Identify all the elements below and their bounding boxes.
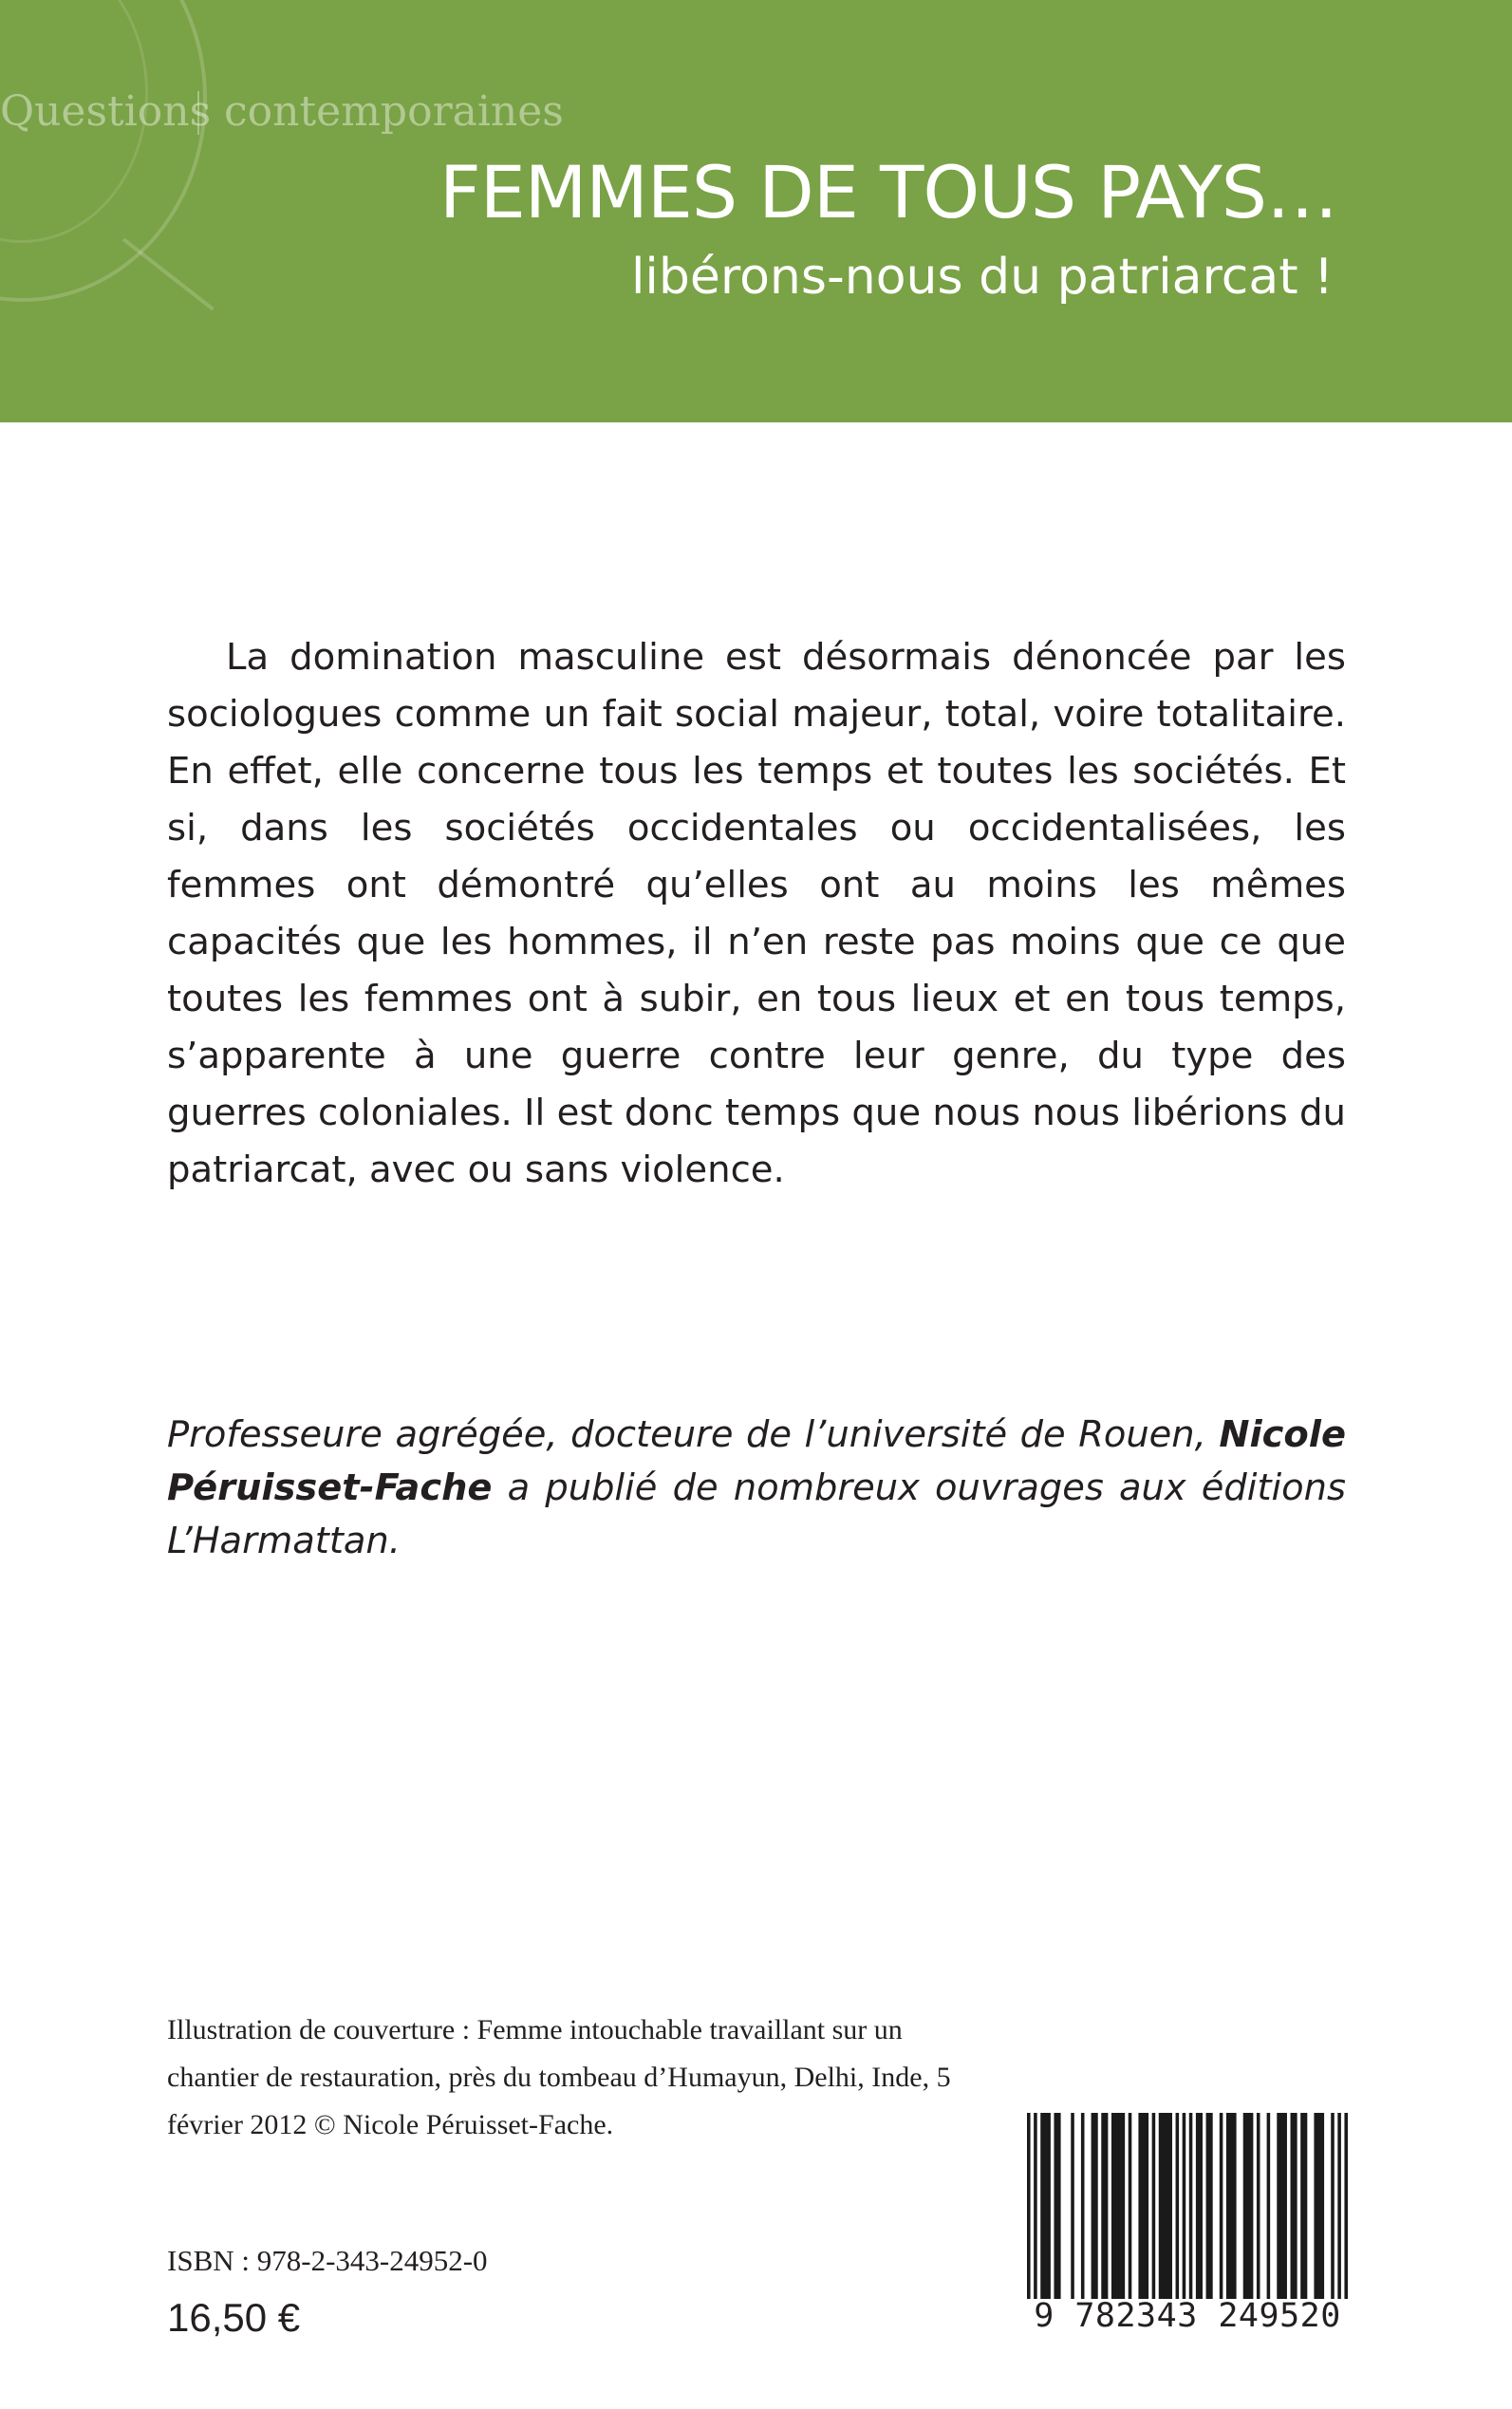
barcode-bar [1092,2113,1098,2299]
barcode-bar [1257,2113,1260,2299]
author-name: Nicole Péruisset-Fache [167,1413,1346,1509]
barcode-bar [1081,2113,1085,2299]
barcode-bar [1054,2113,1060,2299]
barcode-bar [1300,2113,1307,2299]
barcode-bar [1267,2113,1271,2299]
series-separator [197,91,199,135]
barcode-bar [1159,2113,1172,2299]
barcode-bar [1138,2113,1148,2299]
series-word-questions: Questions [0,87,212,136]
barcode-bar [1101,2113,1108,2299]
barcode-bar [1277,2113,1287,2299]
barcode-bar [1243,2113,1254,2299]
book-subtitle: libérons-nous du patriarcat ! [630,249,1334,306]
series-logo-tail [122,237,215,310]
barcode-bar [1152,2113,1156,2299]
barcode-bar [1129,2113,1132,2299]
barcode-bar [1040,2113,1051,2299]
barcode-bar [1331,2113,1335,2299]
header-band [0,0,1512,422]
barcode-bars [1027,2113,1348,2299]
author-bio-before: Professeure agrégée, docteure de l’université de Rouen, [167,1413,1220,1456]
author-bio-after: a publié de nombreux ouvrages aux éditions L’Harmattan. [167,1466,1346,1562]
cover-illustration-credit: Illustration de couverture : Femme intouchable travaillant sur un chantier de restauration, près du tombeau d’Humayun, Delhi, Inde, 5 février 2012 © Nicole Péruisset-Fache. [167,2014,951,2140]
barcode-bar [1291,2113,1297,2299]
price: 16,50 € [167,2295,301,2340]
barcode-bar [1189,2113,1193,2299]
barcode-bar [1111,2113,1125,2299]
barcode-bar [1034,2113,1037,2299]
barcode-bar [1337,2113,1341,2299]
back-cover-blurb: La domination masculine est désormais dénoncée par les sociologues comme un fait social majeur, total, voire totalitaire. En effet, elle concerne tous les temps et toutes les sociétés. Et si, dans les sociétés occidentales ou occidentalisées, les femmes ont démontré qu’elles ont au moins les mêmes capacités que les hommes, il n’en reste pas moins que ce que toutes les femmes ont à subir, en tous lieux et en tous temps, s’apparente à une guerre contre leur genre, du type des guerres coloniales. Il est donc temps que nous nous libérions du patriarcat, avec ou sans violence. [167,636,1346,1191]
barcode-bar [1206,2113,1213,2299]
barcode-bar [1220,2113,1223,2299]
book-title: FEMMES DE TOUS PAYS… [439,150,1337,234]
barcode-bar [1027,2113,1031,2299]
barcode-bar [1176,2113,1180,2299]
series-word-contemporaines: contemporaines [224,87,564,136]
barcode [1027,2113,1348,2299]
barcode-bar [1314,2113,1324,2299]
barcode-bar [1226,2113,1237,2299]
barcode-bar [1183,2113,1186,2299]
barcode-bar [1344,2113,1348,2299]
barcode-bar [1071,2113,1074,2299]
author-bio [167,1409,1346,1568]
barcode-bar [1196,2113,1203,2299]
isbn: ISBN : 978-2-343-24952-0 [167,2244,488,2277]
barcode-digits: 9 782343 249520 [1034,2297,1341,2335]
